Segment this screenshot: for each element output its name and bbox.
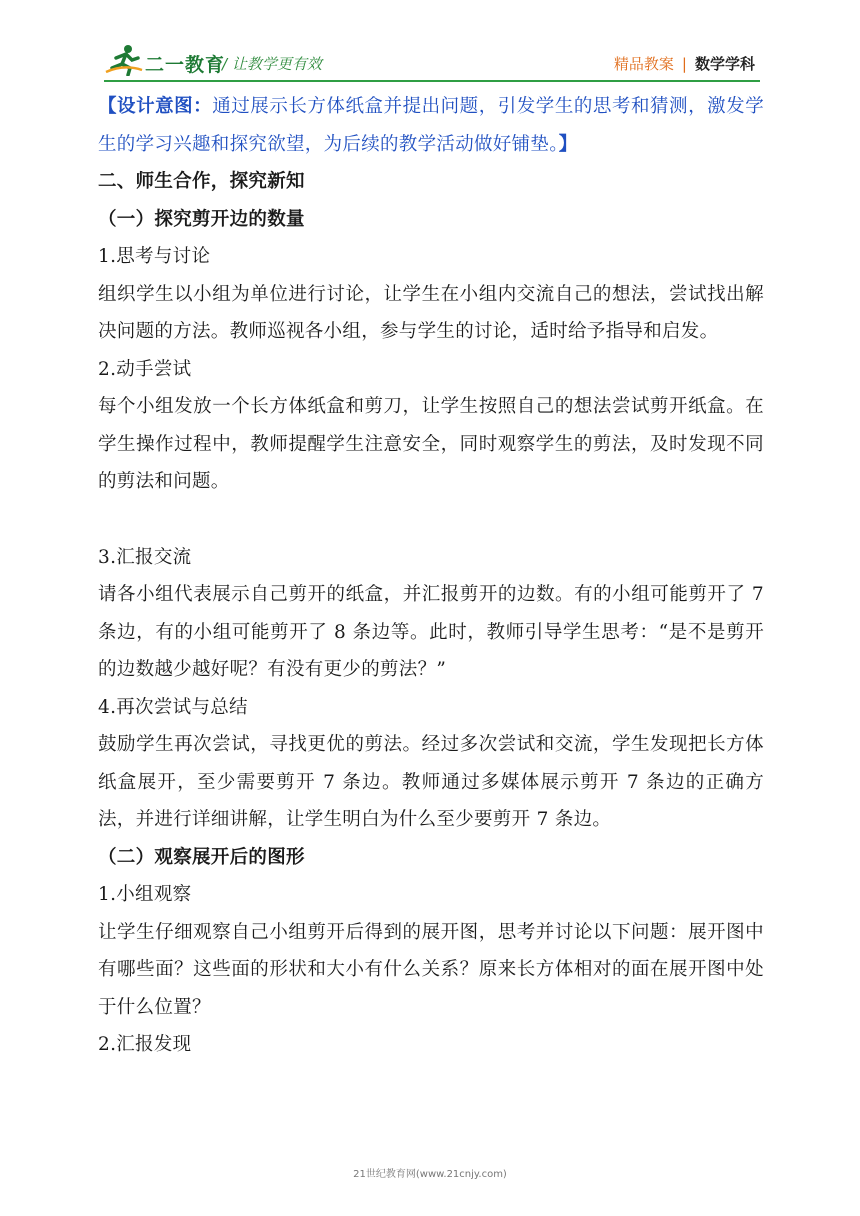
blank-line: [98, 501, 764, 539]
item-title-6: 2.汇报发现: [98, 1034, 192, 1055]
item-text-2: 每个小组发放一个长方体纸盒和剪刀，让学生按照自己的想法尝试剪开纸盒。在学生操作过程中，教师提醒学生注意安全，同时观察学生的剪法，及时发现不同的剪法和问题。: [98, 396, 764, 492]
page-footer: 21世纪教育网(www.21cnjy.com): [353, 1169, 507, 1180]
header-divider: [104, 80, 760, 82]
design-intent: [98, 88, 764, 163]
item-text-4: 鼓励学生再次尝试，寻找更优的剪法。经过多次尝试和交流，学生发现把长方体纸盒展开，至少需要剪开 7 条边。教师通过多媒体展示剪开 7 条边的正确方法，并进行详细讲解，让学生明白为什么至少要剪开 7 条边。: [98, 734, 764, 830]
page-header: [0, 0, 860, 84]
item-title-2: 2.动手尝试: [98, 358, 192, 380]
item-title-4: 4.再次尝试与总结: [98, 696, 248, 718]
subject-label: 数学学科: [694, 55, 755, 73]
item-title-1: 1.思考与讨论: [98, 246, 211, 267]
slogan: / 让教学更有效: [222, 55, 322, 73]
subsection-heading-1: （一）探究剪开边的数量: [98, 208, 305, 230]
design-intent-close: 】: [558, 133, 578, 155]
runner-logo-icon: [104, 44, 144, 76]
item-title-3: 3.汇报交流: [98, 546, 192, 568]
section-heading: 二、师生合作，探究新知: [98, 171, 305, 192]
design-intent-label: 【设计意图：: [98, 96, 213, 117]
document-body: [98, 88, 764, 1064]
header-right: [614, 53, 755, 74]
item-text-5: 让学生仔细观察自己小组剪开后得到的展开图，思考并讨论以下问题：展开图中有哪些面？这些面的形状和大小有什么关系？原来长方体相对的面在展开图中处于什么位置？: [98, 921, 764, 1018]
logo-text: 二一教育: [145, 54, 226, 76]
item-text-1: 组织学生以小组为单位进行讨论，让学生在小组内交流自己的想法，尝试找出解决问题的方法。教师巡视各小组，参与学生的讨论，适时给予指导和启发。: [98, 283, 764, 342]
subsection-heading-2: （二）观察展开后的图形: [98, 846, 305, 868]
design-intent-text: 通过展示长方体纸盒并提出问题，引发学生的思考和猜测，激发学生的学习兴趣和探究欲望，为后续的教学活动做好铺垫。: [98, 96, 764, 155]
header-separator: |: [681, 55, 687, 73]
item-title-5: 1.小组观察: [98, 884, 192, 905]
item-text-3: 请各小组代表展示自己剪开的纸盒，并汇报剪开的边数。有的小组可能剪开了 7 条边，有的小组可能剪开了 8 条边等。此时，教师引导学生思考：“是不是剪开的边数越少越好呢？有没有更少的剪法？”: [98, 584, 764, 680]
brand-label: 精品教案: [613, 55, 674, 73]
